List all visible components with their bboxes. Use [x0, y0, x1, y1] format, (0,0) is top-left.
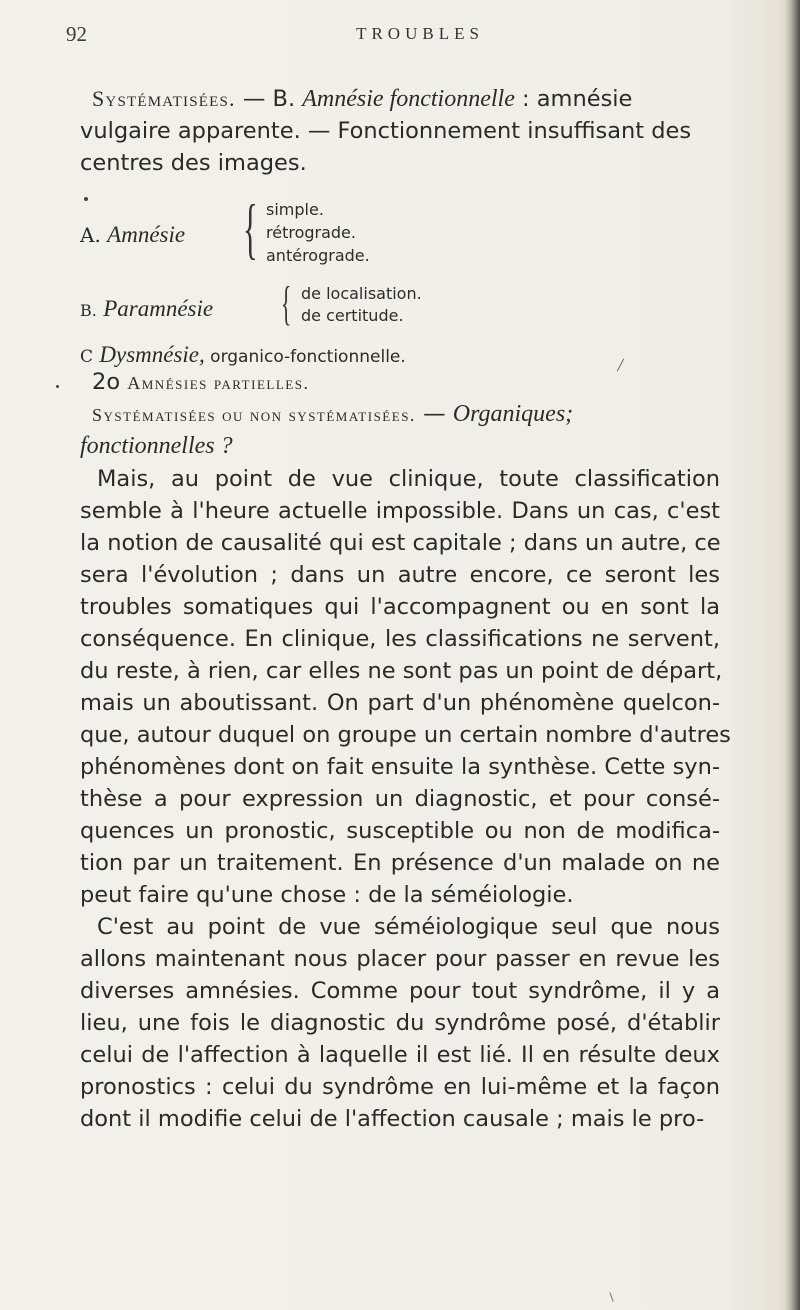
p1-text: peut faire qu'une chose : de la séméiologie. [80, 882, 574, 908]
p2-line [80, 1040, 720, 1070]
section1-line3: centres des images. [80, 150, 307, 176]
p1-line [80, 560, 720, 590]
section1-line1 [92, 84, 632, 114]
p1-line [80, 592, 720, 622]
section2-functional: fonctionnelles ? [80, 433, 233, 459]
p1-text: Mais, au point de vue clinique, toute classification [97, 466, 720, 492]
class-b-item-1: de localisation. [301, 284, 422, 303]
p1-text: sera l'évolution ; dans un autre encore, ce seront les [80, 562, 720, 588]
section2-number: 2o [92, 369, 121, 395]
class-a-label [80, 222, 185, 248]
page-edge-shadow [786, 0, 800, 1310]
p1-text: mais un aboutissant. On part d'un phénomène quelcon- [80, 690, 720, 716]
p1-line [80, 880, 720, 910]
class-b-item-2: de certitude. [301, 306, 404, 325]
p1-text: quences un pronostic, susceptible ou non de modifica- [80, 818, 720, 844]
p2-line [97, 912, 720, 942]
section1-lead: Systématisées. [92, 86, 236, 111]
p1-text: conséquence. En clinique, les classifications ne servent, [80, 626, 720, 652]
p1-line [80, 752, 720, 782]
section2-heading [92, 367, 309, 398]
p2-line [80, 1072, 720, 1102]
class-c-rest: organico-fonctionnelle. [204, 347, 406, 367]
margin-mark [56, 385, 59, 388]
p1-line [80, 624, 720, 654]
class-a-term: Amnésie [107, 222, 186, 247]
p2-text: celui de l'affection à laquelle il est lié. Il en résulte deux [80, 1042, 720, 1068]
p1-line [80, 496, 720, 526]
p1-line [97, 464, 720, 494]
class-a-item-3: antérograde. [266, 246, 370, 265]
p1-text: tion par un traitement. En présence d'un malade on ne [80, 850, 720, 876]
p1-text: la notion de causalité qui est capitale ; dans un autre, ce [80, 530, 721, 556]
p2-text: pronostics : celui du syndrôme en lui-même et la façon [80, 1074, 720, 1100]
class-c-prefix: C [80, 347, 94, 367]
p1-text: que, autour duquel on groupe un certain nombre d'autres [80, 722, 731, 748]
print-speck [84, 197, 88, 201]
class-b-label [80, 296, 213, 322]
p1-line [80, 528, 720, 558]
p1-line [80, 720, 731, 750]
class-c-term: Dysmnésie, [99, 342, 205, 367]
section2-line1 [92, 399, 573, 430]
class-b-term: Paramnésie [103, 296, 214, 321]
p2-line [80, 1104, 720, 1134]
section1-title: Amnésie fonctionnelle [302, 86, 515, 112]
class-b-brace: { [281, 277, 292, 330]
p1-line [80, 816, 720, 846]
p1-line [80, 784, 720, 814]
p1-text: troubles somatiques qui l'accompagnent ou en sont la [80, 594, 720, 620]
p2-text: diverses amnésies. Comme pour tout syndrôme, il y a [80, 978, 720, 1004]
section2-lead: Systématisées ou non systématisées. [92, 405, 416, 425]
section1-line2: vulgaire apparente. — Fonctionnement insuffisant des [80, 118, 692, 144]
page-header [0, 10, 800, 50]
class-a-prefix: A. [80, 223, 101, 247]
section2-organic: Organiques; [452, 401, 574, 427]
p2-line [80, 976, 720, 1006]
p1-line [80, 656, 723, 686]
class-c-line [80, 342, 406, 368]
section2-title: Amnésies partielles. [127, 373, 310, 393]
class-a-brace: { [243, 190, 258, 266]
running-title: TROUBLES [356, 24, 484, 43]
class-a-item-1: simple. [266, 200, 324, 219]
p2-text: C'est au point de vue séméiologique seul que nous [97, 914, 720, 940]
page-number: 92 [66, 22, 87, 46]
p2-line [80, 944, 720, 974]
p1-text: thèse a pour expression un diagnostic, et pour consé- [80, 786, 720, 812]
section1-lead-rest: : amnésie [514, 86, 633, 112]
section2-dash: — [415, 401, 453, 427]
p1-text: phénomènes dont on fait ensuite la synthèse. Cette syn- [80, 754, 720, 780]
p1-text: semble à l'heure actuelle impossible. Dans un cas, c'est [80, 498, 720, 524]
p2-text: allons maintenant nous placer pour passer en revue les [80, 946, 720, 972]
p2-text: dont il modifie celui de l'affection causale ; mais le pro- [80, 1106, 705, 1132]
p1-text: du reste, à rien, car elles ne sont pas un point de départ, [80, 658, 723, 684]
class-a-item-2: rétrograde. [266, 223, 356, 242]
p1-line [80, 688, 720, 718]
p1-line [80, 848, 720, 878]
section1-lead-marker: — B. [235, 86, 303, 112]
p2-text: lieu, une fois le diagnostic du syndrôme posé, d'établir [80, 1010, 720, 1036]
section2-line2 [80, 431, 233, 461]
class-b-prefix: B. [80, 301, 97, 320]
p2-line [80, 1008, 720, 1038]
